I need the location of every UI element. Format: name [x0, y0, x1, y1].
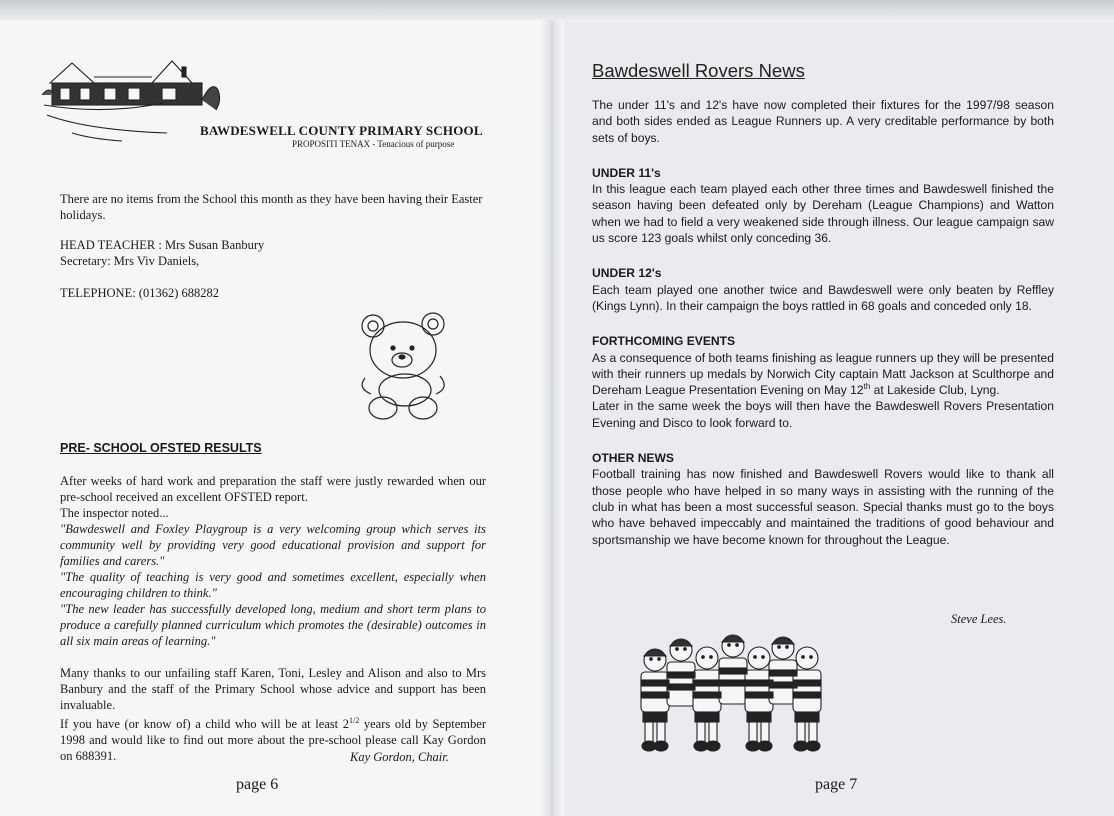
events-heading: FORTHCOMING EVENTS [592, 334, 736, 349]
scan-edge [0, 0, 1114, 22]
events-text-end: at Lakeside Club, Lyng. [870, 383, 1000, 398]
head-teacher-line: HEAD TEACHER : Mrs Susan Banbury [60, 238, 265, 252]
page-number-7: page 7 [815, 776, 858, 793]
secretary-line: Secretary: Mrs Viv Daniels, [60, 254, 200, 268]
telephone-line: TELEPHONE: (01362) 688282 [60, 286, 220, 300]
under11-text: In this league each team played each other three times and Bawdeswell finished the season having been defeated only by Dereham (League Champions) and Watton when we had to field a very weakened side through illness. Our league campaign saw us score 123 goals whilst only conceding 36. [592, 182, 1054, 246]
contact-text-end: years old by September 1998 and would like to find out more about the pre-school please call Kay Gordon on 688391. [60, 717, 486, 764]
news-signature: Steve Lees. [951, 612, 1007, 626]
other-news-text: Football training has now finished and Bawdeswell Rovers would like to thank all those people who have helped in so many ways in assisting with the running of the club in what has been a most successful season. Special thanks must go to the boys who have behaved impeccably and maintained the traditions of good behaviour and sportsmanship we have become known for throughout the League. [592, 467, 1054, 547]
rovers-news-article [592, 97, 1054, 548]
inspector-noted: The inspector noted... [60, 506, 169, 520]
preschool-paragraph: After weeks of hard work and preparation the staff were justly rewarded when our pre-school received an excellent OFSTED report. [60, 474, 486, 504]
contact-superscript: 1/2 [349, 716, 360, 725]
preschool-signature: Kay Gordon, Chair. [350, 750, 449, 764]
page-number-6: page 6 [236, 776, 279, 793]
school-name: BAWDESWELL COUNTY PRIMARY SCHOOL [200, 123, 483, 138]
ofsted-quote: "Bawdeswell and Foxley Playgroup is a very welcoming group which serves its community well by providing very good educational provision and support for families and carers." [60, 522, 486, 568]
events-text-2: Later in the same week the boys will then have the Bawdeswell Rovers Presentation Evening and Disco to look forward to. [592, 399, 1054, 430]
ofsted-quote: "The new leader has successfully developed long, medium and short term plans to produce a carefully planned curriculum which promotes the (desirable) outcomes in all six main areas of learning." [60, 602, 486, 648]
school-motto: PROPOSITI TENAX - Tenacious of purpose [292, 139, 455, 149]
rovers-news-title: Bawdeswell Rovers News [592, 60, 805, 81]
school-building-illustration [42, 55, 222, 147]
events-text-main: As a consequence of both teams finishing as league runners up they will be presented with their runners up medals by Norwich City captain Matt Jackson at Sculthorpe and Dereham League Presentation Evening on May 12 [592, 350, 1054, 398]
news-intro: The under 11's and 12's have now completed their fixtures for the 1997/98 season and both sides ended as League Runners up. A very creditable performance by both sets of boys. [592, 98, 1054, 145]
events-text [592, 350, 1054, 399]
under12-heading: UNDER 12's [592, 266, 662, 281]
contact-text: If you have (or know of) a child who will be at least 2 [60, 717, 350, 732]
football-team-illustration [625, 628, 835, 760]
other-news-heading: OTHER NEWS [592, 451, 674, 466]
school-notice-text: There are no items from the School this month as they have been having their Easter holidays. [60, 192, 483, 222]
ofsted-quote: "The quality of teaching is very good and sometimes excellent, especially when encouraging children to think." [60, 570, 486, 600]
thanks-paragraph: Many thanks to our unfailing staff Karen, Toni, Lesley and Alison and also to Mrs Banbury and the staff of the Primary School whose advice and support has been invaluable. [60, 666, 486, 712]
under12-text: Each team played one another twice and Bawdeswell were only beaten by Reffley (Kings Lynn). In their campaign the boys rattled in 68 goals and conceded only 18. [592, 282, 1054, 313]
preschool-article [60, 473, 486, 764]
events-superscript: th [863, 382, 871, 392]
preschool-section-heading: PRE- SCHOOL OFSTED RESULTS [60, 441, 262, 455]
teddy-bear-illustration [355, 308, 455, 423]
under11-heading: UNDER 11's [592, 165, 661, 180]
